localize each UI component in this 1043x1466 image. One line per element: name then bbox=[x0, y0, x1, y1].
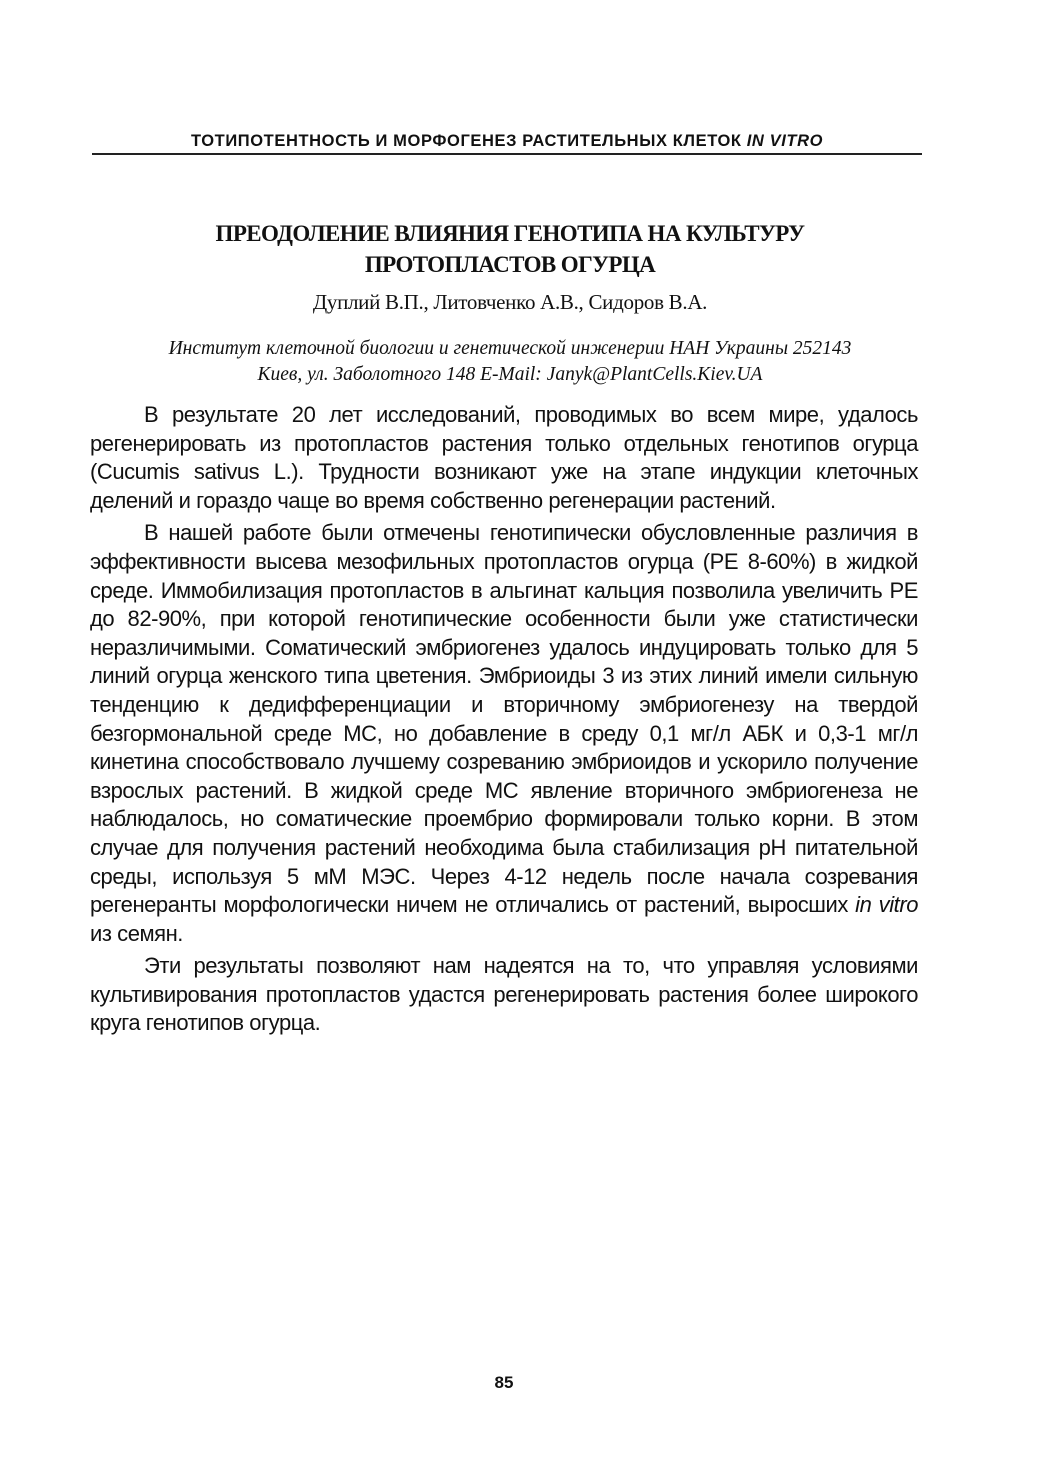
article-body bbox=[90, 401, 918, 1042]
page-number: 85 bbox=[494, 1373, 514, 1392]
running-head-italic: IN VITRO bbox=[746, 132, 824, 150]
running-head bbox=[92, 132, 922, 151]
paragraph-3: Эти результаты позволяют нам надеятся на то, что управляя условиями культивирования протопластов удастся регенерировать растения более широкого круга генотипов огурца. bbox=[90, 953, 918, 1036]
paragraph-2-italic: in vitro bbox=[855, 892, 918, 918]
title-line-1: ПРЕОДОЛЕНИЕ ВЛИЯНИЯ ГЕНОТИПА НА КУЛЬТУРУ bbox=[215, 221, 805, 246]
paragraph-2 bbox=[90, 519, 918, 948]
article-title bbox=[140, 218, 880, 280]
paragraph-1: В результате 20 лет исследований, проводимых во всем мире, удалось регенерировать из протопластов растения только отдельных генотипов огурца (Cucumis sativus L.). Трудности возникают уже на этапе индукции клеточных делений и гораздо чаще во время собственно регенерации растений. bbox=[90, 402, 918, 513]
paragraph-2-end: из семян. bbox=[90, 920, 183, 946]
authors: Дуплий В.П., Литовченко А.В., Сидоров В.А. bbox=[312, 290, 708, 314]
affiliation-line-1: Институт клеточной биологии и генетической инженерии НАН Украины 252143 bbox=[168, 338, 852, 359]
affiliation-line-2: Киев, ул. Заболотного 148 E-Mail: Janyk@PlantCells.Kiev.UA bbox=[257, 364, 763, 385]
paragraph-2-text: В нашей работе были отмечены генотипически обусловленные различия в эффективности высева мезофильных протопластов огурца (PE 8-60%) в жидкой среде. Иммобилизация протопластов в альгинат кальция позволила увеличить PE до 82-90%, при которой генотипические особенности были уже статистически неразличимыми. Соматический эмбриогенез удалось индуцировать только для 5 линий огурца женского типа цветения. Эмбриоиды 3 из этих линий имели сильную тенденцию к дедифференциации и вторичному эмбриогенезу на твердой безгормональной среде МС, но добавление в среду 0,1 мг/л АБК и 0,3-1 мг/л кинетина способствовало лучшему созреванию эмбриоидов и ускорило получение взрослых растений. В жидкой среде МС явление вторичного эмбриогенеза не наблюдалось, но соматические проембрио формировали только корни. В этом случае для получения растений необходима была стабилизация pH питательной среды, используя 5 мМ МЭС. Через 4-12 недель после начала созревания регенеранты морфологически ничем не отличались от растений, выросших bbox=[90, 520, 918, 918]
running-head-text: ТОТИПОТЕНТНОСТЬ И МОРФОГЕНЕЗ РАСТИТЕЛЬНЫХ КЛЕТОК bbox=[190, 132, 747, 150]
affiliation bbox=[80, 336, 940, 388]
header-rule bbox=[92, 153, 922, 155]
title-line-2: ПРОТОПЛАСТОВ ОГУРЦА bbox=[364, 252, 656, 277]
